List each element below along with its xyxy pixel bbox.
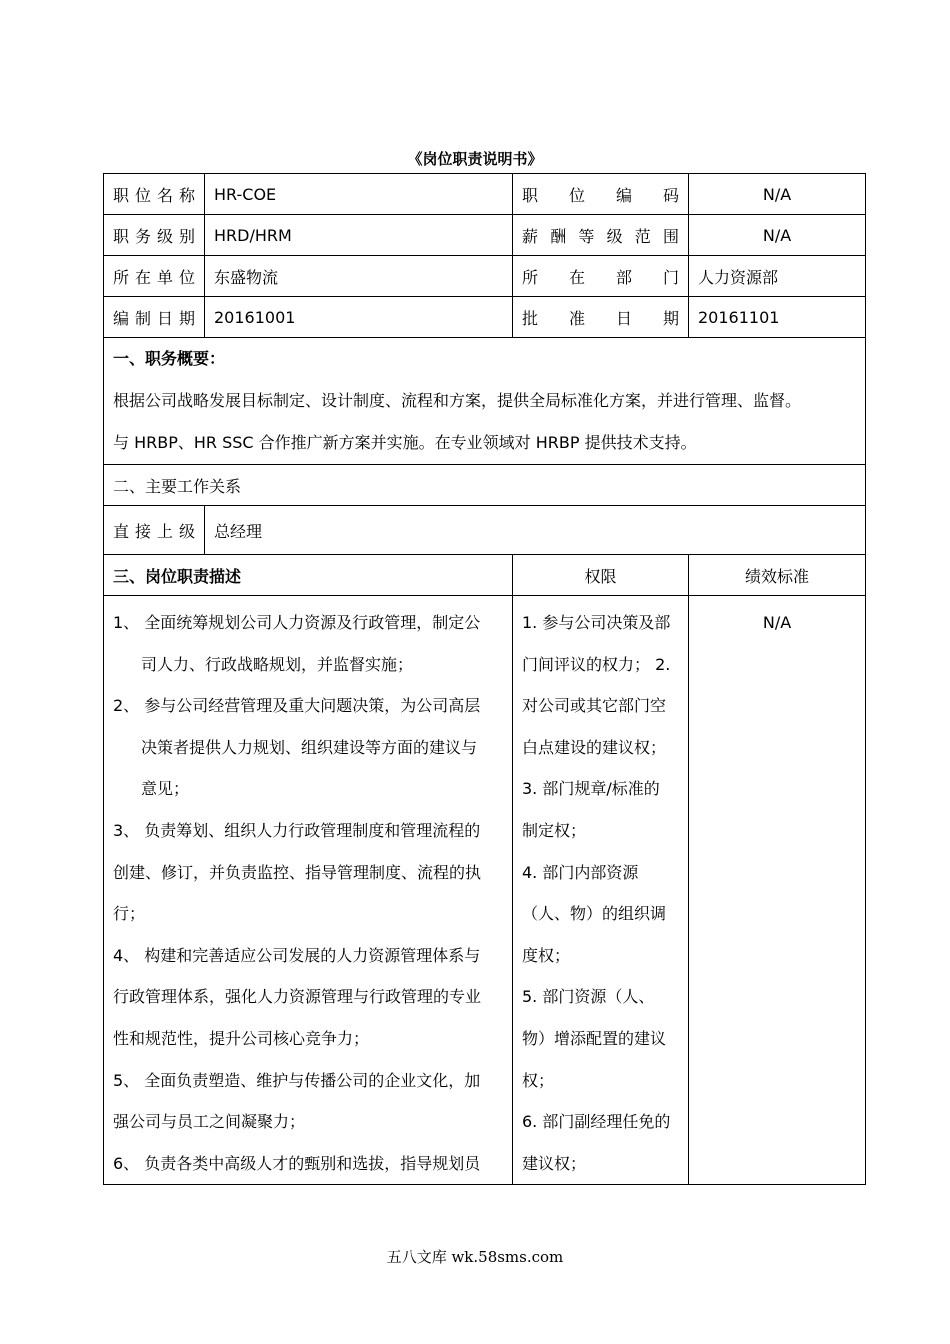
summary-heading: 一、职务概要：: [113, 349, 226, 368]
authority-line: 1. 参与公司决策及部: [522, 613, 671, 632]
info-value: 东盛物流: [205, 256, 513, 297]
info-label: 所在部门: [513, 256, 689, 297]
summary-section: [104, 338, 866, 465]
duty-line: 行政管理体系，强化人力资源管理与行政管理的专业: [113, 987, 482, 1007]
duty-line: 3、 负责筹划、组织人力行政管理制度和管理流程的: [113, 820, 481, 840]
authority-line: 3. 部门规章/标准的: [522, 779, 660, 799]
superior-value: 总经理: [205, 506, 866, 555]
authority-line: 度权；: [522, 945, 571, 965]
info-value: HRD/HRM: [205, 215, 513, 256]
summary-line: 根据公司战略发展目标制定、设计制度、流程和方案，提供全局标准化方案，并进行管理、监督。: [113, 391, 802, 410]
info-row: [104, 174, 866, 215]
info-label: 职位名称: [104, 174, 205, 215]
duty-line: 6、 负责各类中高级人才的甄别和选拔，指导规划员: [113, 1153, 481, 1173]
authority-line: 5. 部门资源（人、: [522, 987, 655, 1007]
authority-heading: 权限: [513, 555, 689, 596]
info-row: [104, 256, 866, 297]
authority-line: （人、物）的组织调: [522, 904, 667, 924]
duty-line: 5、 全面负责塑造、维护与传播公司的企业文化，加: [113, 1070, 481, 1090]
authority-line: 门间评议的权力； 2.: [522, 654, 671, 674]
info-value: 人力资源部: [689, 256, 866, 297]
info-value: 20161101: [689, 297, 866, 338]
info-value: HR-COE: [205, 174, 513, 215]
duty-line: 强公司与员工之间凝聚力；: [113, 1112, 306, 1132]
superior-label: 直接上级: [104, 506, 205, 555]
info-value: N/A: [689, 174, 866, 215]
authority-line: 制定权；: [522, 820, 587, 840]
document-title: 《岗位职责说明书》: [407, 150, 543, 168]
job-description-table: [103, 173, 866, 1185]
info-label: 职务级别: [104, 215, 205, 256]
info-row: [104, 215, 866, 256]
superior-row: [104, 506, 866, 555]
info-label: 编制日期: [104, 297, 205, 338]
authority-line: 6. 部门副经理任免的: [522, 1112, 671, 1132]
duty-line: 性和规范性，提升公司核心竞争力；: [113, 1028, 370, 1048]
summary-line: 与 HRBP、HR SSC 合作推广新方案并实施。在专业领域对 HRBP 提供技术支持。: [113, 433, 697, 452]
duty-line: 司人力、行政战略规划，并监督实施；: [141, 654, 414, 674]
duty-description-cell: [104, 596, 513, 1185]
performance-value: N/A: [762, 613, 792, 632]
info-value: N/A: [689, 215, 866, 256]
authority-line: 物）增添配置的建议: [522, 1028, 667, 1048]
relations-heading: 二、主要工作关系: [104, 465, 866, 506]
authority-cell: [513, 596, 689, 1185]
authority-line: 对公司或其它部门空: [522, 696, 667, 716]
footer-watermark: 五八文库 wk.58sms.com: [386, 1248, 564, 1266]
info-label: 所在单位: [104, 256, 205, 297]
duties-body-row: [104, 596, 866, 1185]
performance-cell: [689, 596, 866, 1185]
duties-header-row: [104, 555, 866, 596]
duties-heading: 三、岗位职责描述: [104, 555, 513, 596]
authority-line: 建议权；: [522, 1153, 587, 1173]
duty-line: 决策者提供人力规划、组织建设等方面的建议与: [141, 737, 478, 757]
duty-line: 创建、修订，并负责监控、指导管理制度、流程的执: [113, 862, 482, 882]
info-label: 薪酬等级范围: [513, 215, 689, 256]
info-value: 20161001: [205, 297, 513, 338]
info-label: 批准日期: [513, 297, 689, 338]
authority-line: 4. 部门内部资源: [522, 862, 639, 882]
authority-line: 白点建设的建议权；: [522, 737, 667, 757]
duty-line: 意见；: [141, 779, 190, 799]
performance-heading: 绩效标准: [689, 555, 866, 596]
authority-line: 权；: [522, 1070, 555, 1090]
duty-line: 2、 参与公司经营管理及重大问题决策，为公司高层: [113, 696, 481, 716]
duty-line: 1、 全面统筹规划公司人力资源及行政管理，制定公: [113, 613, 481, 632]
duty-line: 4、 构建和完善适应公司发展的人力资源管理体系与: [113, 945, 481, 965]
relations-heading-row: [104, 465, 866, 506]
info-label: 职位编码: [513, 174, 689, 215]
duty-line: 行；: [113, 904, 146, 924]
info-row: [104, 297, 866, 338]
